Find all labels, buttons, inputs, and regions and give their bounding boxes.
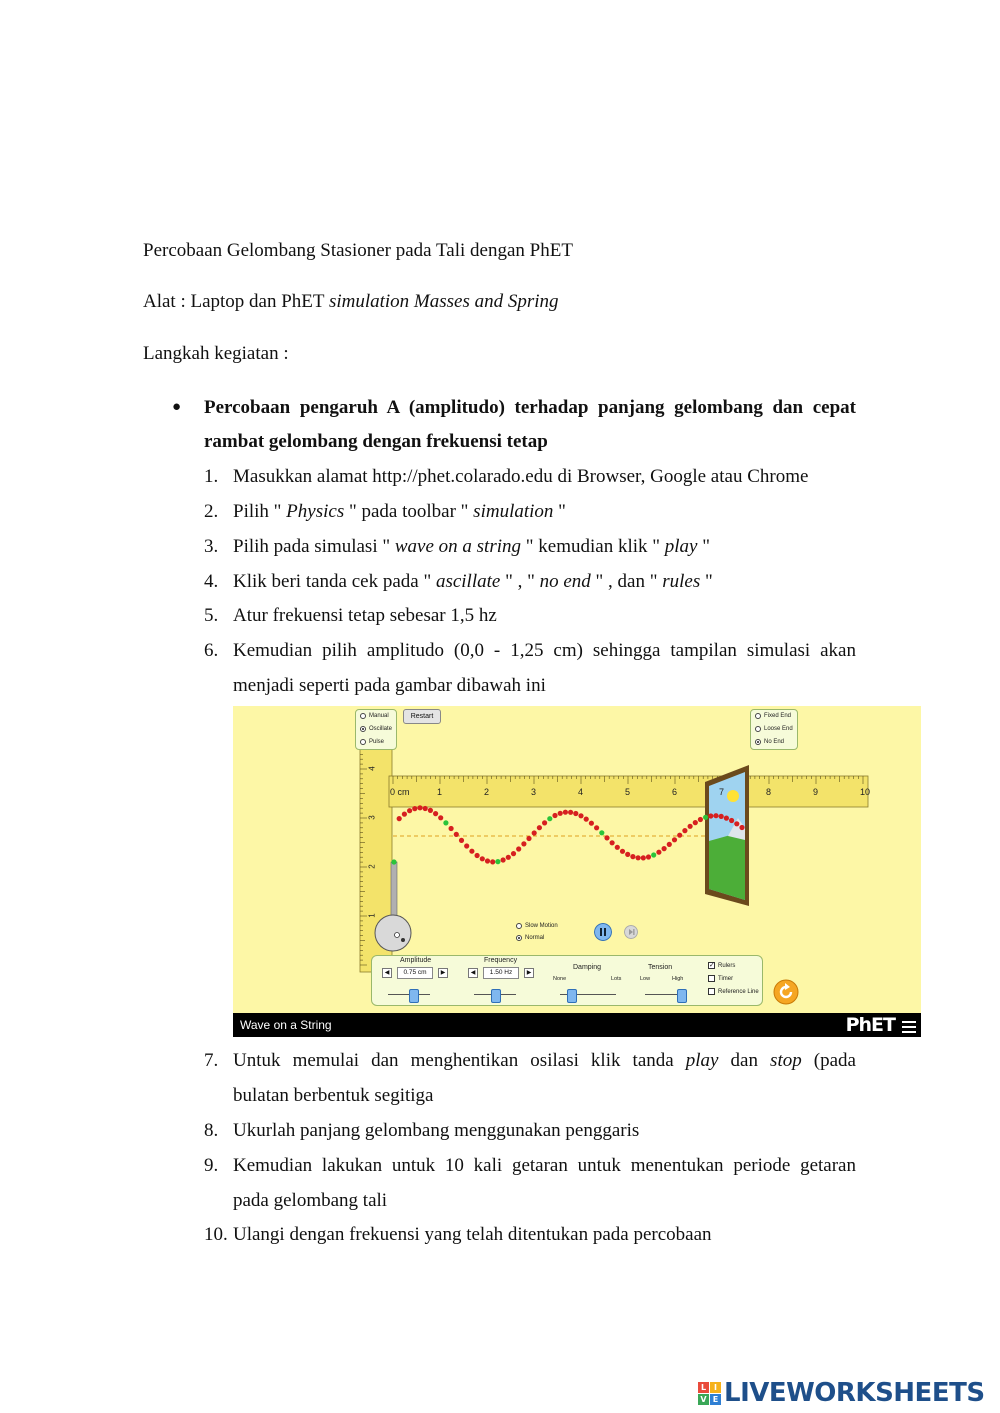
end-option-no-end[interactable] (755, 739, 784, 745)
string-bead (594, 825, 599, 830)
string-bead (646, 854, 651, 859)
logo-letter: L (698, 1382, 709, 1393)
step-text: Ulangi dengan frekuensi yang telah ditentukan pada percobaan (233, 1224, 712, 1245)
phet-logo: PhET (845, 1014, 895, 1036)
ruler-label: 1 (437, 787, 443, 797)
ruler-label: 5 (625, 787, 631, 797)
step-icon[interactable] (624, 925, 638, 939)
string-bead (485, 858, 490, 863)
step-text-part: (pada (801, 1050, 856, 1071)
step-text (233, 500, 856, 524)
step-number: 10. (204, 1224, 228, 1245)
tools-line (143, 290, 559, 314)
page-title: Percobaan Gelombang Stasioner pada Tali dengan PhET (143, 240, 573, 261)
amplitude-increase-button[interactable]: ▶ (438, 968, 448, 978)
checkbox-label: Reference Line (718, 988, 759, 995)
ruler-label: 0 cm (390, 787, 410, 797)
string-bead (636, 855, 641, 860)
step-text-part: Klik beri tanda cek pada " (233, 571, 436, 592)
radio-icon (360, 713, 366, 719)
string-bead (552, 813, 557, 818)
step-text: Kemudian lakukan untuk 10 kali getaran untuk menentukan periode getaran (233, 1155, 856, 1176)
step-text (233, 1049, 856, 1073)
step-number: 6. (204, 640, 219, 661)
string-bead (412, 806, 417, 811)
string-bead (573, 811, 578, 816)
step-text-italic: Physics (286, 501, 345, 522)
string-bead (433, 811, 438, 816)
pause-icon[interactable] (594, 923, 612, 941)
string-bead (532, 830, 537, 835)
step-text-italic: simulation (473, 501, 554, 522)
steps-heading: Langkah kegiatan : (143, 343, 289, 364)
ruler-label: 8 (766, 787, 772, 797)
string-bead (516, 846, 521, 851)
ruler-label: 9 (813, 787, 819, 797)
string-bead (641, 855, 646, 860)
string-bead (542, 820, 547, 825)
rulers-checkbox[interactable] (708, 962, 735, 969)
step-text: Masukkan alamat http://phet.colarado.edu di Browser, Google atau Chrome (233, 466, 809, 487)
step-text (233, 570, 856, 594)
step-text-part: Pilih " (233, 501, 287, 522)
end-option-label: No End (764, 739, 785, 745)
liveworksheets-wordmark: LIVEWORKSHEETS (724, 1378, 985, 1408)
speed-option-label: Slow Motion (525, 923, 558, 929)
ruler-label: 4 (367, 766, 377, 771)
end-option-loose[interactable] (755, 726, 793, 732)
string-bead (578, 813, 583, 818)
step-text-part: " (700, 571, 713, 592)
wave-on-a-string-simulation (233, 706, 921, 1037)
string-bead (713, 813, 718, 818)
ruler-label: 7 (719, 787, 725, 797)
string-bead (651, 852, 656, 857)
string-bead (547, 816, 552, 821)
string-bead (620, 849, 625, 854)
step-text-part: " pada toolbar " (344, 501, 474, 522)
step-text-italic: stop (770, 1050, 802, 1071)
step-text-part: " (697, 536, 710, 557)
checkbox-icon (708, 988, 715, 995)
step-text: bulatan berbentuk segitiga (233, 1085, 434, 1106)
string-bead (584, 817, 589, 822)
step-text-italic: play (664, 536, 698, 557)
string-bead (469, 849, 474, 854)
ruler-label: 3 (367, 815, 377, 820)
logo-letter: V (698, 1394, 709, 1405)
frequency-increase-button[interactable]: ▶ (524, 968, 534, 978)
step-text-italic: rules (662, 571, 701, 592)
amplitude-decrease-button[interactable]: ◀ (382, 968, 392, 978)
string-bead (625, 852, 630, 857)
frequency-label: Frequency (484, 957, 518, 964)
tools-italic: simulation Masses and Spring (328, 291, 559, 312)
ruler-label: 1 (367, 913, 377, 918)
bullet-icon: ● (172, 399, 182, 415)
end-panel (750, 709, 798, 750)
step-number: 3. (204, 536, 219, 557)
tension-slider-track (645, 994, 681, 995)
step-text-part: Pilih pada simulasi " (233, 536, 395, 557)
step-number: 1. (204, 466, 219, 487)
speed-option-normal[interactable] (516, 935, 544, 941)
window-grass (709, 831, 745, 900)
string-bead (449, 826, 454, 831)
speed-option-label: Normal (525, 935, 545, 941)
radio-selected-icon (360, 726, 366, 732)
restart-button[interactable]: Restart (403, 709, 441, 724)
string-bead (397, 816, 402, 821)
string-bead (475, 853, 480, 858)
end-option-fixed[interactable] (755, 713, 791, 719)
liveworksheets-watermark (698, 1378, 985, 1408)
string-bead (454, 832, 459, 837)
tension-label: Tension (648, 964, 673, 971)
string-bead (693, 820, 698, 825)
tension-min-label: Low (640, 976, 651, 982)
string-bead (589, 821, 594, 826)
simulation-title: Wave on a String (240, 1018, 332, 1032)
ruler-label: 10 (860, 787, 871, 797)
ruler-label: 6 (672, 787, 678, 797)
timer-checkbox[interactable] (708, 975, 733, 982)
string-bead (558, 811, 563, 816)
step-number: 5. (204, 605, 219, 626)
oscillator-wheel (375, 915, 411, 951)
step-text-part: " , dan " (590, 571, 663, 592)
string-bead (604, 835, 609, 840)
liveworksheets-logo-icon (698, 1382, 721, 1405)
string-beads (391, 805, 744, 864)
step-number: 4. (204, 571, 219, 592)
mode-option-label: Manual (369, 713, 389, 719)
string-bead (501, 857, 506, 862)
amplitude-label: Amplitude (400, 957, 432, 964)
checkbox-label: Timer (718, 975, 734, 982)
oscillator-hub (401, 938, 405, 942)
mode-option-label: Oscillate (369, 726, 393, 732)
ruler-label: 2 (484, 787, 490, 797)
damping-label: Damping (573, 964, 602, 971)
string-bead (630, 854, 635, 859)
oscillator-pin (395, 933, 400, 938)
string-bead (615, 845, 620, 850)
string-bead (739, 825, 744, 830)
step-text: Atur frekuensi tetap sebesar 1,5 hz (233, 605, 497, 626)
mode-option-pulse[interactable] (360, 739, 384, 745)
string-bead (423, 806, 428, 811)
step-number: 2. (204, 501, 219, 522)
step-text-italic: ascillate (435, 571, 501, 592)
radio-icon (516, 923, 522, 929)
string-bead (729, 818, 734, 823)
window-sun (727, 790, 739, 802)
string-bead (672, 837, 677, 842)
damping-slider-thumb[interactable] (567, 989, 577, 1003)
string-bead (407, 808, 412, 813)
step-text-part: " , " (500, 571, 540, 592)
string-bead (490, 859, 495, 864)
step-number: 7. (204, 1050, 219, 1071)
string-bead (667, 842, 672, 847)
string-bead (438, 815, 443, 820)
amplitude-slider-thumb[interactable] (409, 989, 419, 1003)
checkbox-icon (708, 975, 715, 982)
step-text: Kemudian pilih amplitudo (0,0 - 1,25 cm) sehingga tampilan simulasi akan (233, 640, 856, 661)
mode-option-label: Pulse (369, 739, 385, 745)
radio-selected-icon (516, 935, 522, 941)
step-text-part: Untuk memulai dan menghentikan osilasi klik tanda (233, 1050, 686, 1071)
step-text: pada gelombang tali (233, 1190, 388, 1211)
mode-option-oscillate[interactable] (360, 726, 392, 732)
mode-option-manual[interactable] (360, 713, 389, 719)
step-text: menjadi seperti pada gambar dibawah ini (233, 675, 546, 696)
amplitude-value: 0.75 cm (397, 967, 433, 979)
step-text-part: " (553, 501, 566, 522)
speed-option-slow-motion[interactable] (516, 923, 558, 929)
string-bead (459, 838, 464, 843)
string-bead (443, 820, 448, 825)
string-bead (563, 810, 568, 815)
tools-prefix: Alat : Laptop dan PhET (143, 291, 329, 312)
string-bead (495, 859, 500, 864)
radio-icon (360, 739, 366, 745)
string-bead (511, 851, 516, 856)
simulation-footer (233, 1013, 921, 1037)
string-bead (703, 815, 708, 820)
string-bead (521, 841, 526, 846)
checkbox-checked-icon: ✓ (709, 962, 715, 969)
checkbox-label: Rulers (718, 962, 736, 969)
step-text (233, 535, 856, 559)
ruler-label: 3 (531, 787, 537, 797)
step-text: Ukurlah panjang gelombang menggunakan penggaris (233, 1120, 640, 1141)
step-number: 9. (204, 1155, 219, 1176)
string-bead (428, 808, 433, 813)
reset-all-icon[interactable] (773, 979, 799, 1005)
frequency-value: 1.50 Hz (483, 967, 519, 979)
frequency-decrease-button[interactable]: ◀ (468, 968, 478, 978)
string-bead (688, 824, 693, 829)
ruler-label: 4 (578, 787, 584, 797)
string-bead (417, 805, 422, 810)
string-bead (662, 846, 667, 851)
string-bead (464, 843, 469, 848)
tension-max-label: High (672, 976, 684, 982)
string-bead (599, 830, 604, 835)
radio-icon (755, 713, 761, 719)
step-number: 8. (204, 1120, 219, 1141)
ruler-label: 2 (367, 864, 377, 869)
string-bead (537, 825, 542, 830)
string-bead (724, 816, 729, 821)
menu-icon[interactable] (902, 1021, 916, 1036)
bullet-heading-line2: rambat gelombang dengan frekuensi tetap (204, 431, 548, 452)
string-bead (391, 859, 396, 864)
string-bead (708, 813, 713, 818)
string-bead (568, 810, 573, 815)
step-text-part: dan (718, 1050, 771, 1071)
radio-icon (755, 726, 761, 732)
bullet-heading-line1: Percobaan pengaruh A (amplitudo) terhadap panjang gelombang dan cepat (204, 397, 856, 418)
string-bead (402, 812, 407, 817)
step-text-italic: no end (539, 571, 591, 592)
string-bead (734, 821, 739, 826)
damping-min-label: None (553, 976, 567, 982)
reference-line-checkbox[interactable] (708, 988, 759, 995)
string-bead (526, 836, 531, 841)
string-bead (677, 833, 682, 838)
step-text-italic: wave on a string (394, 536, 522, 557)
end-option-label: Fixed End (764, 713, 792, 719)
mode-panel (355, 709, 397, 750)
control-panel (371, 955, 763, 1006)
damping-max-label: Lots (611, 976, 622, 982)
logo-letter: I (710, 1382, 721, 1393)
string-bead (656, 850, 661, 855)
frequency-slider-thumb[interactable] (491, 989, 501, 1003)
string-bead (682, 828, 687, 833)
string-bead (480, 856, 485, 861)
string-bead (719, 814, 724, 819)
end-option-label: Loose End (764, 726, 793, 732)
logo-letter: E (710, 1394, 721, 1405)
string-bead (698, 817, 703, 822)
string-bead (506, 855, 511, 860)
radio-selected-icon (755, 739, 761, 745)
string-bead (610, 840, 615, 845)
step-text-part: " kemudian klik " (521, 536, 665, 557)
tension-slider-thumb[interactable] (677, 989, 687, 1003)
step-text-italic: play (685, 1050, 719, 1071)
